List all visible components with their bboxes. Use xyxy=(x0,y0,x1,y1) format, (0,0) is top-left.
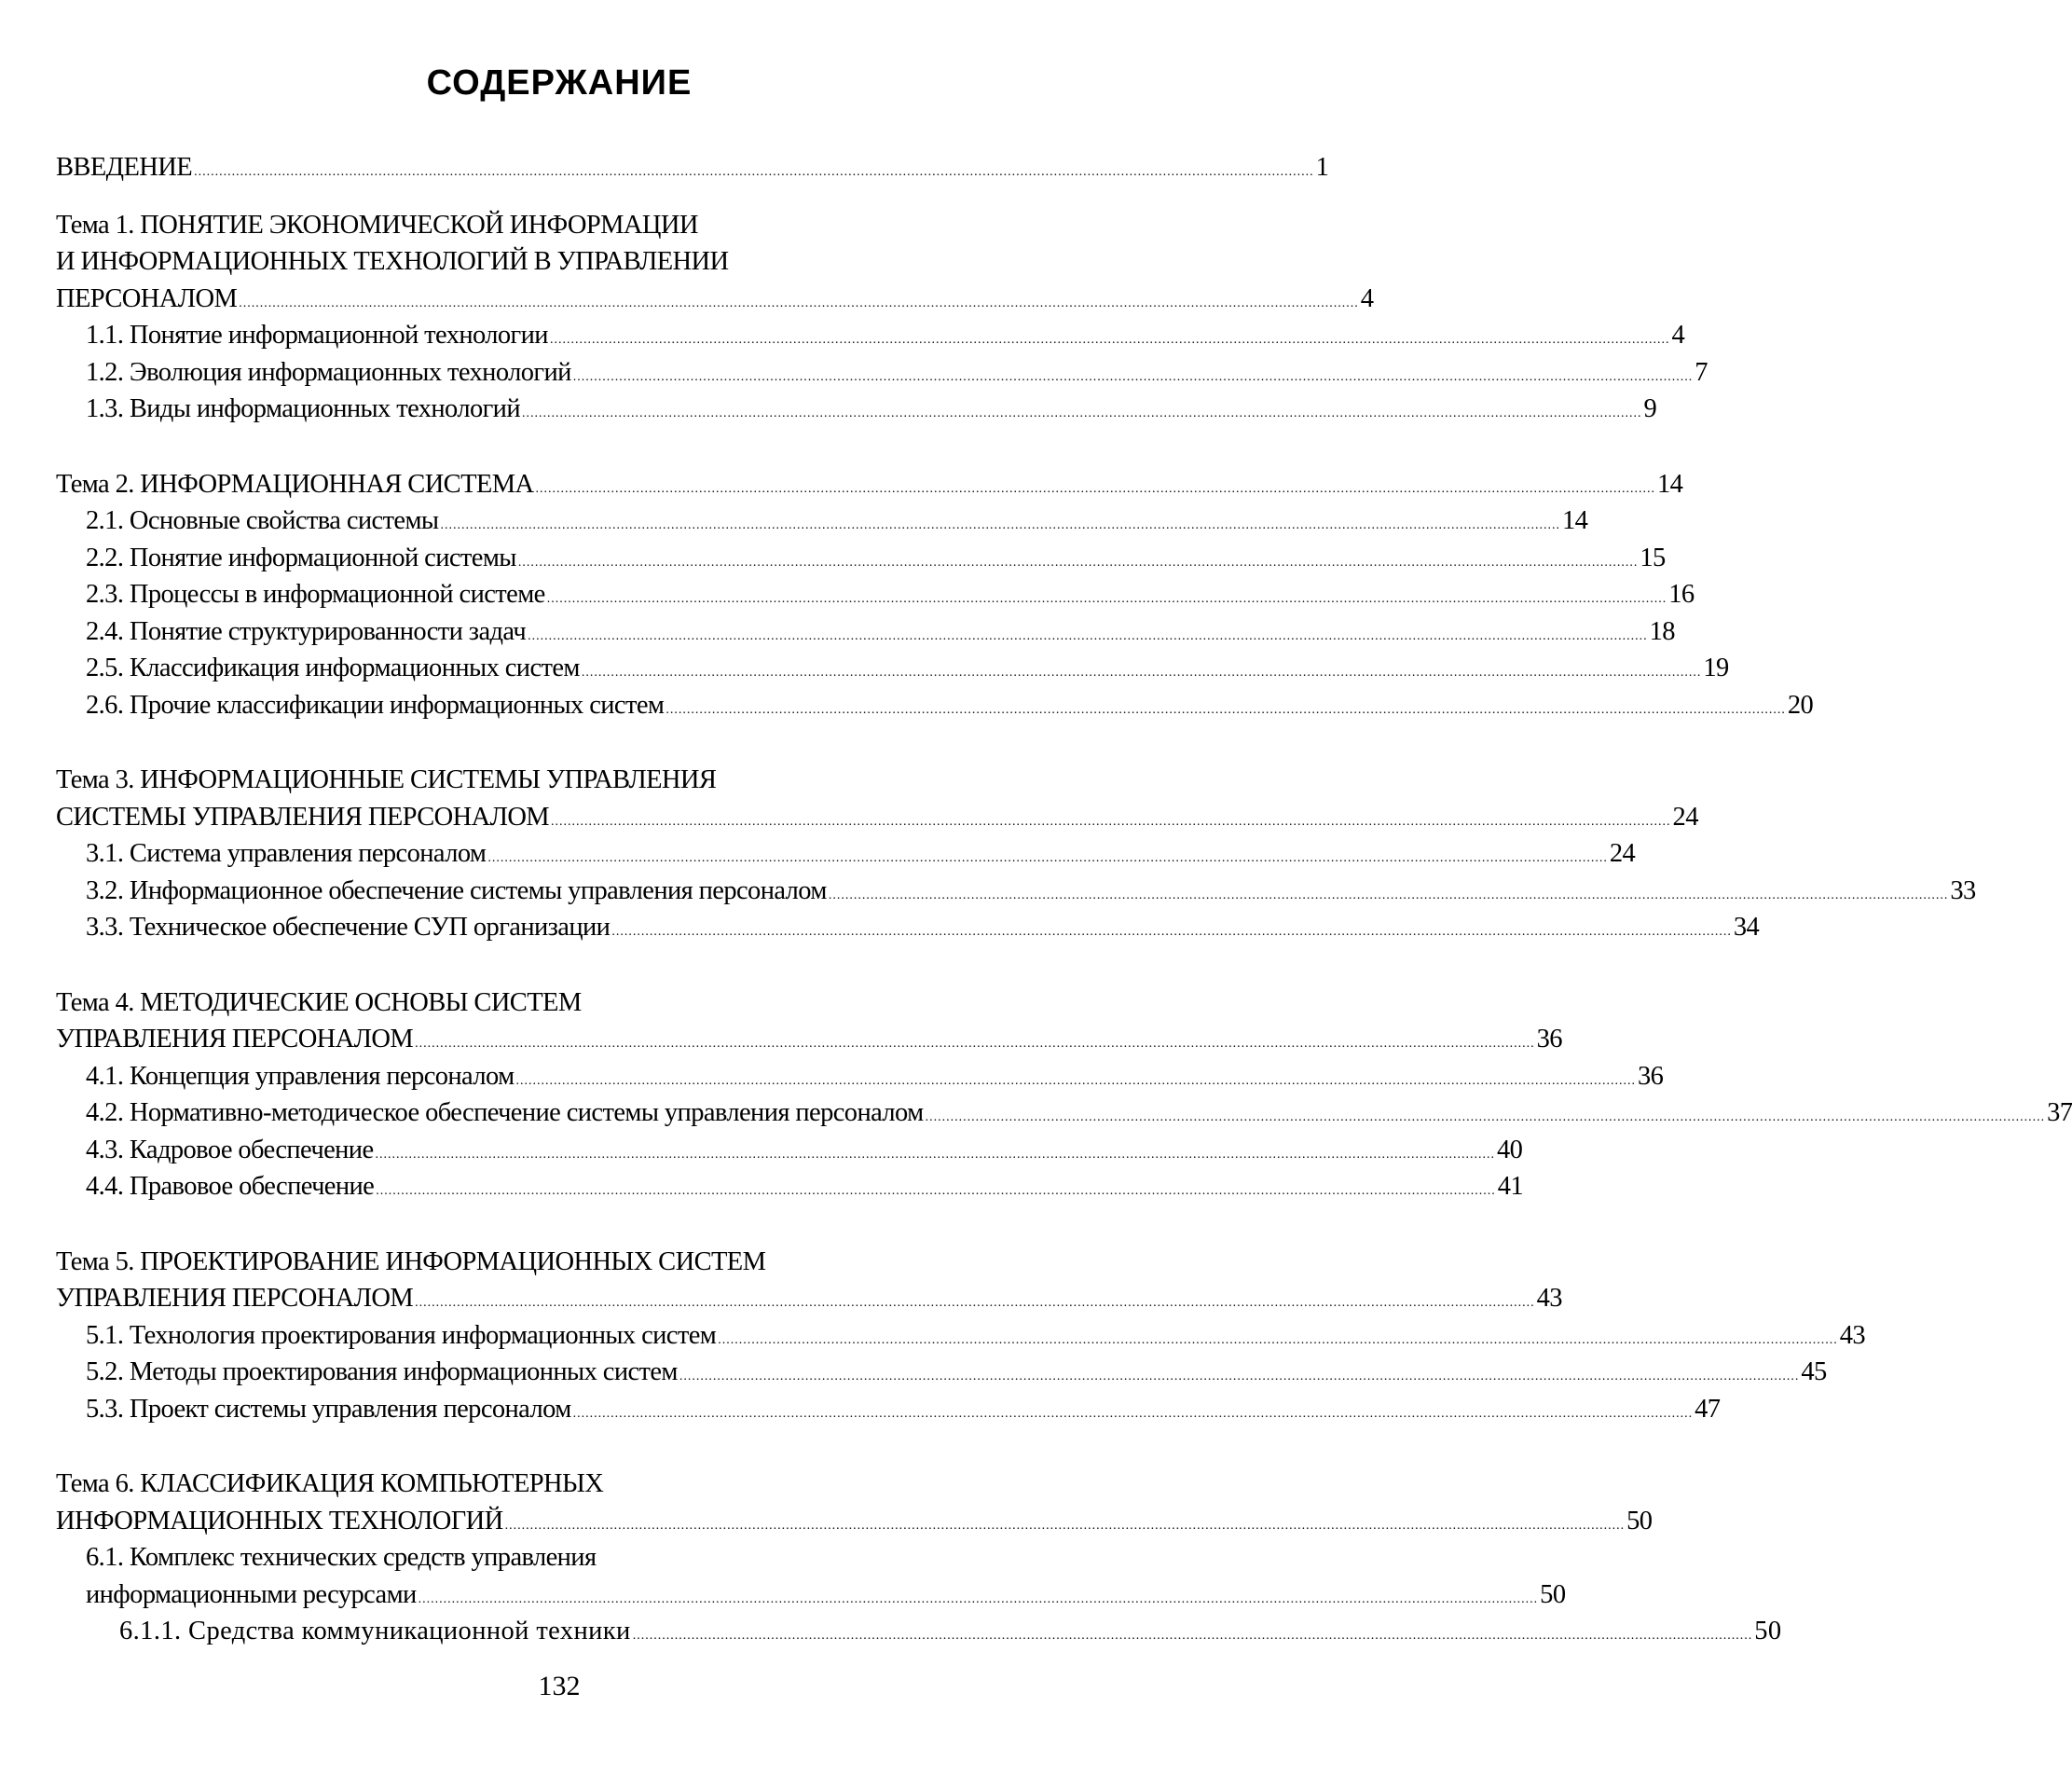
toc-entry-label: 4.1. Концепция управления персоналом xyxy=(86,1061,515,1091)
topic-heading-entry xyxy=(56,799,1698,836)
leader-dots: ........................................................................................................................................................................................................................................................................... xyxy=(418,1591,1539,1606)
toc-entry-label: Тема 2. ИНФОРМАЦИОННАЯ СИСТЕМА xyxy=(56,469,534,499)
toc-entry-label: 2.3. Процессы в информационной системе xyxy=(86,580,545,609)
toc-entry-page: 24 xyxy=(1672,802,1698,832)
toc-entry-label: 2.5. Классификация информационных систем xyxy=(86,654,580,682)
subsection-heading-line: 6.1. Комплекс технических средств управления xyxy=(86,1543,597,1572)
subsection-entry xyxy=(56,835,1636,873)
page-title: СОДЕРЖАНИЕ xyxy=(426,63,693,103)
leader-dots: ........................................................................................................................................................................................................................................................................... xyxy=(572,1406,1694,1421)
toc-entry-label: 3.1. Система управления персоналом xyxy=(86,839,487,868)
subsection-entry xyxy=(56,1391,1721,1428)
topic-heading-entry xyxy=(56,1503,1653,1540)
leader-dots: ........................................................................................................................................................................................................................................................................... xyxy=(535,481,1655,496)
subsection-entry xyxy=(56,503,1588,540)
section-gap xyxy=(56,723,1053,762)
toc-entry-page: 43 xyxy=(1536,1284,1562,1313)
subsection-entry xyxy=(56,873,1976,910)
subsection-entry xyxy=(56,1058,1664,1095)
leader-dots: ........................................................................................................................................................................................................................................................................... xyxy=(925,1110,2046,1124)
subsection-entry xyxy=(56,1132,1523,1169)
subsection-entry xyxy=(56,909,1760,946)
leader-dots: ........................................................................................................................................................................................................................................................................... xyxy=(718,1332,1838,1347)
leader-dots: ........................................................................................................................................................................................................................................................................... xyxy=(828,888,1949,902)
toc-entry-page: 14 xyxy=(1656,469,1683,499)
subsection-entry xyxy=(56,354,1708,392)
topic-heading-entry xyxy=(56,1021,1562,1058)
toc-entry-page: 1 xyxy=(1315,153,1329,182)
toc-entry-page: 16 xyxy=(1668,580,1695,609)
subsection-entry xyxy=(56,1168,1524,1205)
toc-entry-label: 1.3. Виды информационных технологий xyxy=(86,394,520,423)
toc-entry-label: 2.1. Основные свойства системы xyxy=(86,506,439,535)
toc-entry-page: 41 xyxy=(1497,1172,1524,1201)
toc-entry-page: 33 xyxy=(1950,875,1976,905)
topic-heading-entry xyxy=(56,281,1374,318)
toc-entry-label: 2.4. Понятие структурированности задач xyxy=(86,616,527,646)
toc-entry-page: 9 xyxy=(1643,394,1657,423)
topic-heading-entry xyxy=(56,1280,1562,1317)
toc-entry-intro xyxy=(56,149,1329,186)
toc-entry-page: 7 xyxy=(1695,357,1708,387)
subsection-entry xyxy=(56,1613,1782,1650)
toc-entry-label: ИНФОРМАЦИОННЫХ ТЕХНОЛОГИЙ xyxy=(56,1506,503,1535)
section-gap xyxy=(56,186,1053,207)
toc-entry-page: 4 xyxy=(1360,283,1374,313)
subsection-entry xyxy=(56,1317,1866,1355)
leader-dots: ........................................................................................................................................................................................................................................................................... xyxy=(415,1296,1535,1310)
subsection-entry xyxy=(56,650,1729,687)
section-gap xyxy=(56,428,1053,466)
leader-dots: ........................................................................................................................................................................................................................................................................... xyxy=(515,1073,1637,1088)
leader-dots: ........................................................................................................................................................................................................................................................................... xyxy=(522,406,1642,420)
subsection-entry xyxy=(56,1095,2072,1132)
topic-heading-line: Тема 3. ИНФОРМАЦИОННЫЕ СИСТЕМЫ УПРАВЛЕНИЯ xyxy=(56,765,717,794)
toc-entry-page: 45 xyxy=(1801,1357,1827,1386)
subsection-entry xyxy=(56,540,1666,577)
leader-dots: ........................................................................................................................................................................................................................................................................... xyxy=(632,1629,1753,1643)
toc-entry-page: 14 xyxy=(1561,506,1588,535)
table-of-contents xyxy=(56,149,2072,1650)
toc-entry-label: 5.2. Методы проектирования информационных систем xyxy=(86,1357,678,1386)
toc-entry-page: 18 xyxy=(1649,616,1675,646)
toc-entry-page: 47 xyxy=(1695,1394,1721,1424)
toc-entry-label: 5.1. Технология проектирования информационных систем xyxy=(86,1320,717,1350)
topic-heading-line: И ИНФОРМАЦИОННЫХ ТЕХНОЛОГИЙ В УПРАВЛЕНИИ xyxy=(56,247,729,276)
toc-entry-label: 5.3. Проект системы управления персоналом xyxy=(86,1394,571,1424)
leader-dots: ........................................................................................................................................................................................................................................................................... xyxy=(239,296,1359,310)
toc-entry-label: 2.2. Понятие информационной системы xyxy=(86,543,516,572)
toc-entry-page: 34 xyxy=(1733,913,1760,942)
toc-entry-page: 20 xyxy=(1787,690,1814,720)
toc-entry-label: 3.3. Техническое обеспечение СУП организации xyxy=(86,913,611,942)
leader-dots: ........................................................................................................................................................................................................................................................................... xyxy=(528,628,1648,643)
leader-dots: ........................................................................................................................................................................................................................................................................... xyxy=(415,1037,1535,1051)
subsection-entry xyxy=(56,576,1695,613)
toc-entry-page: 50 xyxy=(1754,1617,1782,1645)
toc-entry-label: ПЕРСОНАЛОМ xyxy=(56,283,238,313)
toc-entry-label: информационными ресурсами xyxy=(86,1579,417,1609)
leader-dots: ........................................................................................................................................................................................................................................................................... xyxy=(666,702,1786,717)
toc-entry-label: УПРАВЛЕНИЯ ПЕРСОНАЛОМ xyxy=(56,1025,414,1053)
toc-entry-page: 37 xyxy=(2047,1098,2072,1127)
toc-entry-label: 6.1.1. Средства коммуникационной техники xyxy=(119,1617,631,1645)
toc-entry-page: 40 xyxy=(1497,1135,1523,1164)
subsection-entry xyxy=(56,317,1685,354)
section-gap xyxy=(56,1427,1053,1466)
subsection-entry xyxy=(56,687,1814,724)
toc-entry-page: 50 xyxy=(1540,1579,1566,1609)
subsection-entry xyxy=(56,1576,1566,1614)
toc-entry-label: ВВЕДЕНИЕ xyxy=(56,153,193,182)
toc-entry-label: 1.1. Понятие информационной технологии xyxy=(86,321,548,350)
toc-entry-label: 4.4. Правовое обеспечение xyxy=(86,1172,375,1201)
toc-entry-page: 36 xyxy=(1536,1025,1562,1053)
leader-dots: ........................................................................................................................................................................................................................................................................... xyxy=(611,925,1732,939)
toc-entry-label: 1.2. Эволюция информационных технологий xyxy=(86,357,571,387)
topic-heading-entry xyxy=(56,466,1683,503)
leader-dots: ........................................................................................................................................................................................................................................................................... xyxy=(581,666,1702,680)
subsection-entry xyxy=(56,613,1675,651)
toc-entry-page: 36 xyxy=(1638,1061,1664,1091)
section-gap xyxy=(56,1205,1053,1244)
toc-entry-label: 2.6. Прочие классификации информационных систем xyxy=(86,690,665,720)
page-number: 132 xyxy=(538,1671,581,1701)
topic-heading-line: Тема 4. МЕТОДИЧЕСКИЕ ОСНОВЫ СИСТЕМ xyxy=(56,987,582,1017)
leader-dots: ........................................................................................................................................................................................................................................................................... xyxy=(504,1518,1626,1533)
topic-heading-line: Тема 5. ПРОЕКТИРОВАНИЕ ИНФОРМАЦИОННЫХ СИСТЕМ xyxy=(56,1246,766,1276)
leader-dots: ........................................................................................................................................................................................................................................................................... xyxy=(376,1184,1496,1198)
leader-dots: ........................................................................................................................................................................................................................................................................... xyxy=(375,1147,1496,1162)
toc-entry-page: 50 xyxy=(1626,1506,1653,1535)
leader-dots: ........................................................................................................................................................................................................................................................................... xyxy=(679,1370,1800,1384)
toc-entry-page: 43 xyxy=(1839,1320,1866,1350)
toc-entry-label: 4.2. Нормативно-методическое обеспечение системы управления персоналом xyxy=(86,1098,924,1127)
topic-heading-line: Тема 6. КЛАССИФИКАЦИЯ КОМПЬЮТЕРНЫХ xyxy=(56,1469,604,1498)
leader-dots: ........................................................................................................................................................................................................................................................................... xyxy=(572,369,1694,384)
leader-dots: ........................................................................................................................................................................................................................................................................... xyxy=(517,555,1639,570)
leader-dots: ........................................................................................................................................................................................................................................................................... xyxy=(549,333,1670,347)
toc-entry-page: 15 xyxy=(1640,543,1666,572)
leader-dots: ........................................................................................................................................................................................................................................................................... xyxy=(546,592,1667,606)
subsection-entry xyxy=(56,1354,1827,1391)
toc-entry-page: 19 xyxy=(1703,654,1729,682)
subsection-entry xyxy=(56,391,1657,428)
toc-entry-label: УПРАВЛЕНИЯ ПЕРСОНАЛОМ xyxy=(56,1284,414,1313)
leader-dots: ........................................................................................................................................................................................................................................................................... xyxy=(440,518,1560,532)
toc-entry-label: СИСТЕМЫ УПРАВЛЕНИЯ ПЕРСОНАЛОМ xyxy=(56,802,550,832)
toc-entry-page: 24 xyxy=(1609,839,1636,868)
toc-entry-label: 3.2. Информационное обеспечение системы управления персоналом xyxy=(86,875,827,905)
topic-heading-line: Тема 1. ПОНЯТИЕ ЭКОНОМИЧЕСКОЙ ИНФОРМАЦИИ xyxy=(56,210,698,240)
toc-topics xyxy=(56,186,2072,1650)
toc-entry-label: 4.3. Кадровое обеспечение xyxy=(86,1135,374,1164)
leader-dots: ........................................................................................................................................................................................................................................................................... xyxy=(487,851,1608,865)
section-gap xyxy=(56,946,1053,984)
leader-dots: ........................................................................................................................................................................................................................................................................... xyxy=(194,165,1314,179)
leader-dots: ........................................................................................................................................................................................................................................................................... xyxy=(551,814,1671,829)
toc-entry-page: 4 xyxy=(1671,321,1685,350)
